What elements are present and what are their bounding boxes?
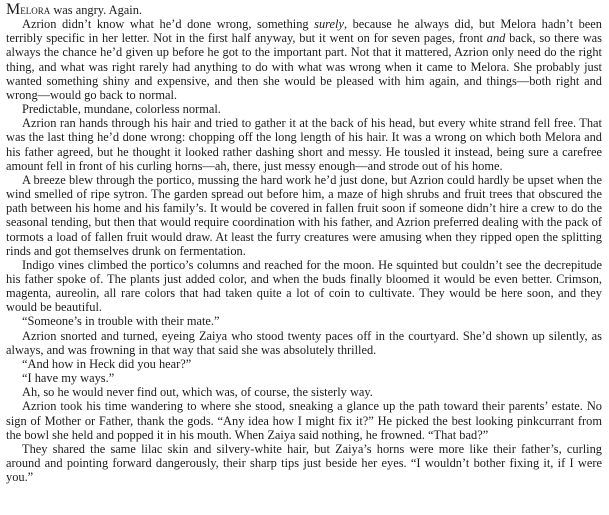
- paragraph: [6, 17, 602, 102]
- text-run: “Someone’s in trouble with their mate.”: [22, 314, 220, 329]
- text-run: “I have my ways.”: [22, 371, 115, 386]
- text-run: , because he always did, but Melora hadn’t been terribly specific in her letter. Not in the first half anyway, but it went on for seven pages, front: [6, 17, 602, 46]
- paragraph: [6, 385, 602, 399]
- paragraph: [6, 371, 602, 385]
- opening-line: [6, 3, 602, 17]
- paragraph: [6, 116, 602, 173]
- dropcap-letter: M: [6, 1, 21, 18]
- text-run: A breeze blew through the portico, mussing the hard work he’d just done, but Azrion could hardly be upset when the wind smelled of ripe sytron. The garden spread out before him, a maze of high shrubs and fruit trees that obscured the path between his home and his family’s. It would be covered in fallen fruit soon if someone didn’t hire a crew to do the seasonal tending, but then that would require coordination with his father, and Azrion preferred dealing with the pack of tormots a load of fallen fruit would draw. At least the furry creatures were amusing when they ripped open the splitting rinds and got themselves drunk on fermentation.: [6, 172, 602, 258]
- paragraph: [6, 258, 602, 315]
- emphasis-text: surely: [314, 17, 344, 32]
- text-run: Indigo vines climbed the portico’s columns and reached for the moon. He squinted but couldn’t see the decrepitude his father spoke of. The plants just added color, and when the buds finally bloomed it would be even better. Crimson, magenta, aureolin, all rare colors that had taken quite a lot of coin to cultivate. They would be here soon, and they would be beautiful.: [6, 257, 602, 315]
- paragraph: [6, 357, 602, 371]
- opening-smallcaps: elora: [20, 3, 51, 17]
- emphasis-text: and: [486, 31, 506, 46]
- text-run: “And how in Heck did you hear?”: [22, 356, 192, 371]
- text-run: Predictable, mundane, colorless normal.: [22, 102, 221, 117]
- text-run: Azrion didn’t know what he’d done wrong, something: [22, 17, 315, 32]
- paragraph: [6, 442, 602, 484]
- text-run: Azrion snorted and turned, eyeing Zaiya who stood twenty paces off in the courtyard. She’d shown up silently, as always, and was frowning in that way that said she was absolutely thrilled.: [6, 328, 602, 357]
- text-run: Azrion ran hands through his hair and tried to gather it at the back of his head, but every white strand fell free. That was the last thing he’d done wrong: chopping off the long length of his hair. It was a wrong on which both Melora and his father agreed, but he thought it looked rather dashing short and messy. He tousled it instead, being sure a carefree amount fell in front of his curling horns—ah, there, just messy enough—and strode out of his home.: [6, 116, 602, 173]
- text-run: Azrion took his time wandering to where she stood, sneaking a glance up the path toward their parents’ estate. No sign of Mother or Father, thank the gods. “Any idea how I might fix it?” He picked the best looking pinkcurrant from the bowl she held and popped it in his mouth. When Zaiya said nothing, he frowned. “That bad?”: [6, 399, 602, 442]
- paragraph: [6, 399, 602, 441]
- paragraph: [6, 102, 602, 116]
- text-run: back, so there was always the chance he’d given up before he got to the important part. Not that it mattered, Azrion only need do the right thing, and what was right rarely had anything to do with what was wrong when it came to Melora. She probably just wanted something shiny and expensive, and then she would be pleased with him again, and things—both right and wrong—would go back to normal.: [6, 31, 602, 102]
- paragraph: [6, 314, 602, 328]
- text-run: Ah, so he would never find out, which was, of course, the sisterly way.: [22, 385, 373, 400]
- paragraph: [6, 173, 602, 258]
- opening-rest: was angry. Again.: [50, 3, 142, 17]
- text-run: They shared the same lilac skin and silvery-white hair, but Zaiya’s horns were more like their father’s, curling around and pointing forward dangerously, their sharp tips just beside her eyes. “I wouldn’t bother fixing it, if I were you.”: [6, 441, 602, 485]
- body-text: [6, 17, 602, 484]
- paragraph: [6, 329, 602, 357]
